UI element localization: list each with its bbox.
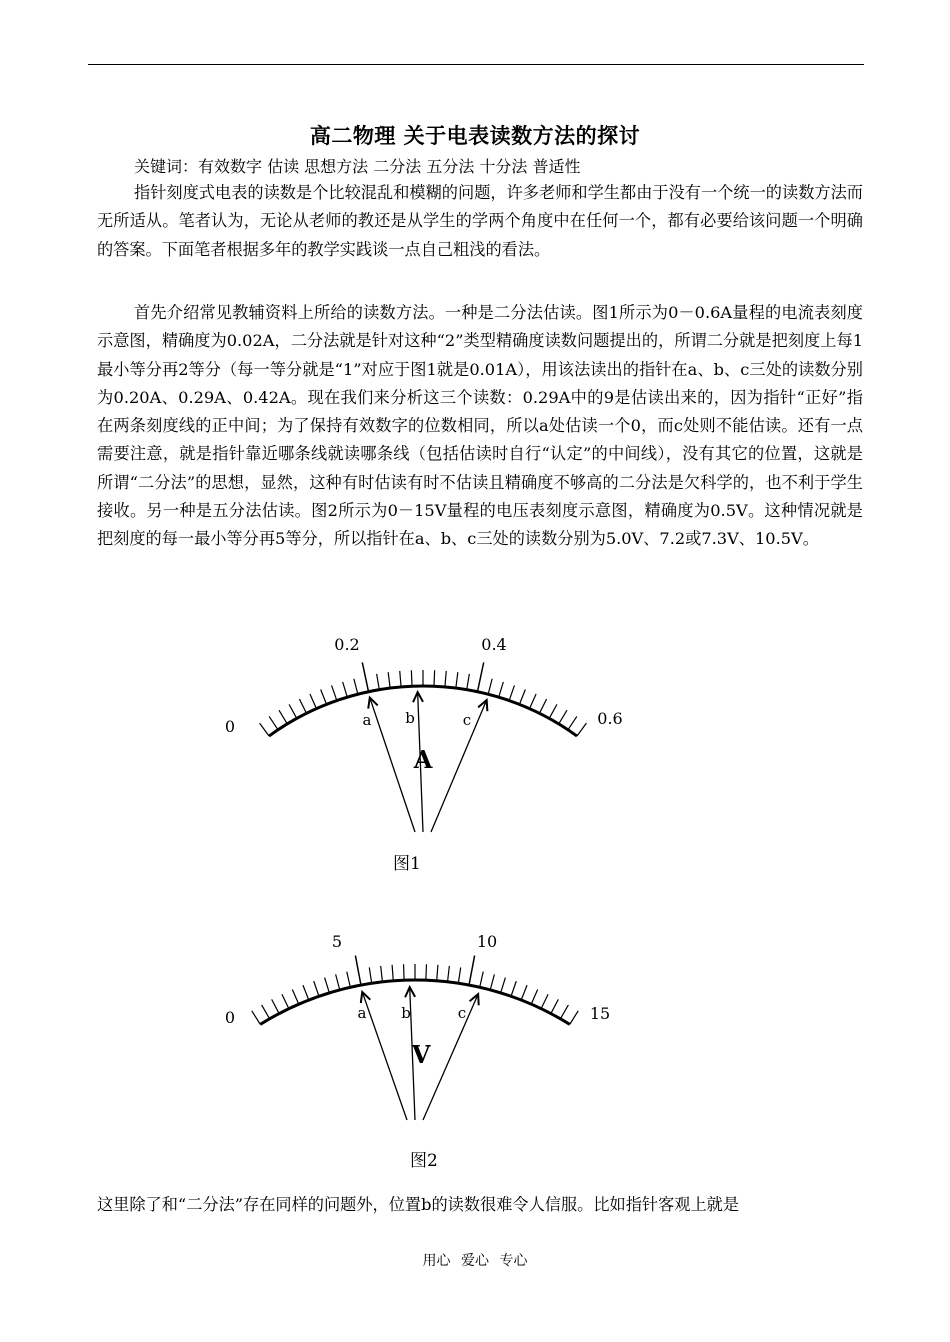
page-footer: 用心 爱心 专心 — [422, 1253, 528, 1269]
minor-tick — [456, 672, 458, 688]
page-title: 高二物理 关于电表读数方法的探讨 — [309, 123, 641, 148]
major-tick — [362, 662, 368, 691]
minor-tick — [559, 710, 567, 724]
minor-tick — [541, 994, 548, 1008]
figure-2-voltmeter — [0, 925, 950, 1175]
pointer-c — [423, 994, 478, 1120]
major-tick — [477, 662, 483, 691]
minor-tick — [314, 981, 319, 996]
minor-tick — [381, 966, 383, 982]
minor-tick — [354, 679, 358, 694]
pointer-label-c: c — [462, 711, 472, 729]
minor-tick — [303, 985, 309, 1000]
minor-tick — [426, 964, 427, 980]
minor-tick — [531, 989, 537, 1004]
scale-label: 15 — [589, 1004, 611, 1023]
pointer-label-b: b — [401, 1004, 411, 1022]
minor-tick — [252, 1011, 260, 1025]
minor-tick — [577, 723, 586, 736]
keywords-line: 关键词：有效数字 估读 思想方法 二分法 五分法 十分法 普适性 — [134, 157, 581, 176]
scale-label: 0.6 — [597, 709, 623, 728]
minor-tick — [480, 972, 484, 988]
unit-symbol: V — [411, 1040, 431, 1069]
minor-tick — [448, 966, 450, 982]
figure-1-ammeter — [0, 630, 950, 880]
minor-tick — [279, 710, 287, 724]
header-rule — [88, 64, 864, 65]
minor-tick — [490, 974, 494, 989]
minor-tick — [458, 967, 460, 983]
scale-label: 0 — [224, 1008, 236, 1027]
pointer-label-b: b — [405, 709, 415, 727]
paragraph-3-start: 这里除了和“二分法”存在同样的问题外，位置b的读数很难令人信服。比如指针客观上就是 — [97, 1195, 740, 1214]
minor-tick — [499, 682, 504, 697]
minor-tick — [519, 690, 525, 705]
scale-label: 10 — [476, 932, 498, 951]
minor-tick — [521, 985, 527, 1000]
unit-symbol: A — [413, 745, 433, 774]
minor-tick — [321, 690, 327, 705]
minor-tick — [299, 699, 306, 713]
scale-arc — [260, 980, 569, 1024]
minor-tick — [343, 682, 348, 697]
minor-tick — [289, 704, 297, 718]
minor-tick — [404, 964, 405, 980]
minor-tick — [332, 685, 337, 700]
minor-tick — [369, 967, 371, 983]
minor-tick — [568, 716, 577, 729]
minor-tick — [325, 978, 330, 993]
minor-tick — [434, 670, 435, 686]
minor-tick — [445, 671, 446, 687]
minor-tick — [347, 972, 351, 988]
scale-label: 5 — [331, 932, 343, 951]
scale-label: 0 — [224, 717, 236, 736]
pointer-label-c: c — [457, 1004, 467, 1022]
minor-tick — [467, 674, 470, 690]
pointer-label-a: a — [357, 1004, 367, 1022]
minor-tick — [551, 999, 558, 1013]
minor-tick — [400, 671, 401, 687]
minor-tick — [392, 965, 393, 981]
minor-tick — [260, 723, 269, 736]
minor-tick — [262, 1005, 270, 1019]
scale-label: 0.4 — [481, 635, 507, 654]
figure-1-caption: 图1 — [393, 854, 421, 874]
minor-tick — [377, 674, 380, 690]
minor-tick — [530, 694, 537, 709]
minor-tick — [488, 679, 492, 694]
minor-tick — [272, 999, 279, 1013]
minor-tick — [539, 699, 546, 713]
paragraph-2: 首先介绍常见教辅资料上所给的读数方法。一种是二分法估读。图1所示为0－0.6A量程的电流表刻度示意图，精确度为0.02A，二分法就是针对这种“2”类型精确度读数问题提出的，所谓二分就是把刻度上每1最小等分再2等分（每一等分就是“1”对应于图1就是0.01A），用该法读出的指针在a、b、c三处的读数分别为0.20A、0.29A、0.42A。现在我们来分析这三个读数：0.29A中的9是估读出来的，因为指针“正好”指在两条刻度线的正中间；为了保持有效数字的位数相同，所以a处估读一个0，而c处则不能估读。还有一点需要注意，就是指针靠近哪条线就读哪条线（包括估读时自行“认定”的中间线），没有其它的位置，这就是所谓“二分法”的思想，显然，这种有时估读有时不估读且精确度不够高的二分法是欠科学的，也不利于学生接收。另一种是五分法估读。图2所示为0－15V量程的电压表刻度示意图，精确度为0.5V。这种情况就是把刻度的每一最小等分再5等分，所以指针在a、b、c三处的读数分别为5.0V、7.2或7.3V、10.5V。 — [97, 303, 863, 549]
minor-tick — [282, 994, 289, 1008]
minor-tick — [269, 716, 278, 729]
minor-tick — [549, 704, 557, 718]
voltmeter-scale-diagram — [0, 925, 950, 1175]
major-tick — [469, 956, 475, 985]
minor-tick — [388, 672, 390, 688]
minor-tick — [511, 981, 516, 996]
minor-tick — [560, 1005, 568, 1019]
scale-arc — [269, 686, 577, 736]
figure-2-caption: 图2 — [410, 1151, 438, 1171]
minor-tick — [292, 989, 298, 1004]
minor-tick — [437, 965, 438, 981]
minor-tick — [310, 694, 317, 709]
minor-tick — [336, 974, 340, 989]
major-tick — [355, 956, 361, 985]
pointer-c — [431, 700, 487, 832]
scale-label: 0.2 — [334, 635, 360, 654]
minor-tick — [411, 670, 412, 686]
pointer-label-a: a — [362, 711, 372, 729]
minor-tick — [509, 685, 514, 700]
ammeter-scale-diagram — [0, 630, 950, 880]
minor-tick — [570, 1011, 578, 1025]
paragraph-1: 指针刻度式电表的读数是个比较混乱和模糊的问题，许多老师和学生都由于没有一个统一的读数方法而无所适从。笔者认为，无论从老师的教还是从学生的学两个角度中在任何一个，都有必要给该问题一个明确的答案。下面笔者根据多年的教学实践谈一点自己粗浅的看法。 — [97, 183, 863, 259]
minor-tick — [501, 978, 506, 993]
